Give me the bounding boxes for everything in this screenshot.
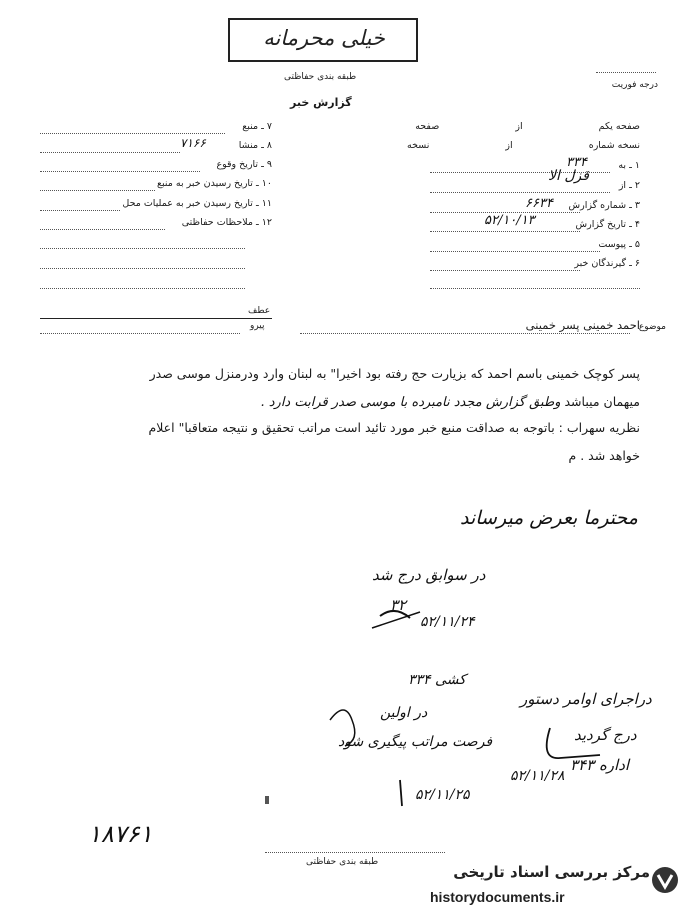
field-origin-label: ۸ ـ منشا [238,140,272,151]
watermark-logo-icon [650,865,680,895]
field-copy-label: نسخه شماره [588,140,640,151]
note-followup: فرصت مراتب پیگیری شود [338,734,493,750]
note-recorded-number: ۳۲ [390,596,407,614]
field-arrival-source-label: ۱۰ ـ تاریخ رسیدن خبر به منبع [157,178,272,189]
field-from-value: قزل الا [548,168,589,184]
watermark-title: مرکز بررسی اسناد تاریخی [453,863,650,881]
signature-stroke-5 [330,710,355,746]
note-respectfully: محترما بعرض میرساند [460,507,638,529]
note-execution: دراجرای اوامر دستور [520,690,652,708]
note-department-date: ۵۲/۱۱/۲۸ [510,768,565,784]
field-report-number-label: ۳ ـ شماره گزارش [568,200,640,211]
archive-number: ۱۸۷۶۱ [88,820,153,848]
note-recorded-date: ۵۲/۱۱/۲۴ [420,614,475,630]
signature-stroke-3 [547,728,600,758]
note-registered: درج گردید [574,726,637,744]
field-page-unit: صفحه [415,121,440,132]
field-report-date-label: ۴ ـ تاریخ گزارش [575,219,640,230]
note-department: اداره ۳۴۳ [570,756,630,774]
field-attachment-label: ۵ ـ پیوست [598,239,640,250]
watermark [410,863,680,911]
signature-stroke-2 [372,612,420,628]
classification-caption: طبقه بندی حفاظتی [284,72,357,82]
body-line-3: نظریه سهراب : باتوجه به صداقت منبع خبر مورد تائید است مراتب تحقیق و نتیجه متعاقبا" اعلام [148,420,640,435]
footer-line [265,852,445,853]
body-line-4: خواهد شد . م [568,448,640,463]
field-arrival-ops-label: ۱۱ ـ تاریخ رسیدن خبر به عملیات محل [122,198,272,209]
field-occurrence-date-label: ۹ ـ تاریخ وقوع [216,159,272,170]
body-line-1: پسر کوچک خمینی باسم احمد که بزیارت حج رفته بود اخیرا" به لبنان وارد ودرمنزل موسی صدر [149,366,640,381]
field-page-of: از [515,121,523,132]
signature-stroke-4 [400,780,402,806]
atf-label: عطف [248,306,271,316]
body-line-2-handwritten: وطبق گزارش مجدد نامبرده با موسی صدر قرابت دارد . [260,395,561,410]
footer-tick [265,796,269,804]
watermark-url: historydocuments.ir [430,889,565,905]
subject-value: احمد خمینی پسر خمینی [525,318,640,332]
field-copy-unit: نسخه [407,140,430,151]
field-from-label: ۲ ـ از [618,180,640,191]
field-recipients-label: ۶ ـ گیرندگان خبر [574,258,640,269]
field-report-number-value: ۶۶۳۴ [525,196,553,211]
footer-classification-caption: طبقه بندی حفاظتی [306,857,379,867]
field-to-value: ۳۳۴ [566,155,587,170]
note-recorded: در سوابق درج شد [372,566,486,584]
note-followup-date: ۵۲/۱۱/۲۵ [415,787,470,803]
report-title: گزارش خبر [290,96,352,109]
priority-label: درجه فوریت [611,80,658,90]
field-to-label: ۱ ـ به [618,160,640,171]
note-first: در اولین [380,705,428,721]
field-source-label: ۷ ـ منبع [242,121,272,132]
pirov-label: پیرو [250,321,265,331]
field-security-notes-label: ۱۲ ـ ملاحظات حفاظتی [181,217,272,228]
body-line-2-typed: میهمان میباشد [564,394,640,409]
field-report-date-value: ۵۲/۱۰/۱۳ [484,213,535,228]
classification-stamp: خیلی محرمانه [263,26,385,50]
subject-label: موضوع [638,322,666,332]
field-copy-of: از [505,140,513,151]
field-page-label: صفحه یکم [598,121,640,132]
field-origin-value: ۷۱۶۶ [180,136,206,150]
note-kashi: کشی ۳۳۴ [408,672,466,688]
